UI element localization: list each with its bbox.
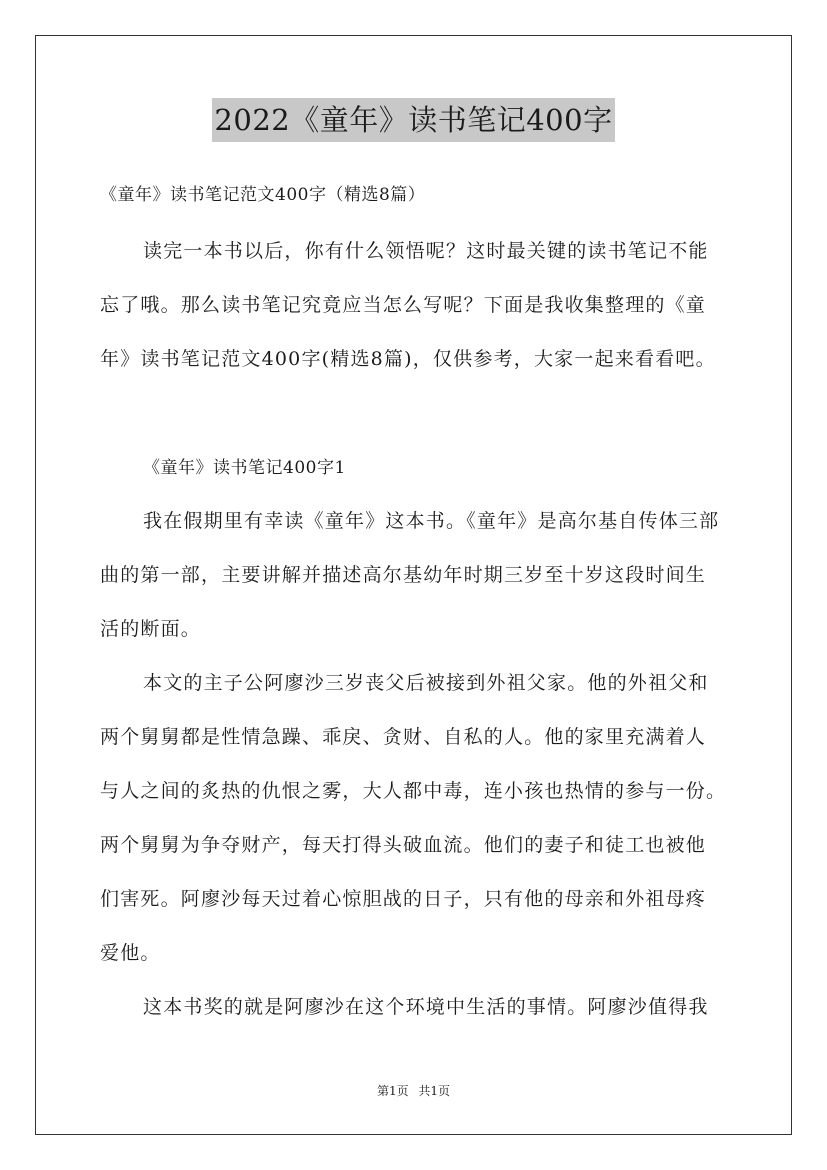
section-heading: 《童年》读书笔记400字1 [143, 458, 346, 478]
body-line-4: 本文的主子公阿廖沙三岁丧父后被接到外祖父家。他的外祖父和 [143, 672, 709, 694]
body-line-6: 与人之间的炙热的仇恨之雾，大人都中毒，连小孩也热情的参与一份。 [100, 780, 727, 802]
body-line-5: 两个舅舅都是性情急躁、乖戾、贪财、自私的人。他的家里充满着人 [100, 726, 707, 748]
body-line-9: 爱他。 [100, 942, 161, 964]
body-line-10: 这本书奖的就是阿廖沙在这个环境中生活的事情。阿廖沙值得我 [143, 996, 709, 1018]
document-title: 2022《童年》读书笔记400字 [212, 98, 614, 142]
page-total: 共1页 [418, 1084, 451, 1098]
document-subtitle: 《童年》读书笔记范文400字（精选8篇） [100, 185, 426, 205]
title-container [0, 98, 827, 142]
body-line-3: 活的断面。 [100, 618, 202, 640]
body-line-8: 们害死。阿廖沙每天过着心惊胆战的日子，只有他的母亲和外祖母疼 [100, 888, 707, 910]
intro-line-1: 读完一本书以后，你有什么领悟呢？这时最关键的读书笔记不能 [143, 240, 709, 262]
page-number: 第1页 [376, 1084, 409, 1098]
body-line-2: 曲的第一部，主要讲解并描述高尔基幼年时期三岁至十岁这段时间生 [100, 564, 707, 586]
body-line-7: 两个舅舅为争夺财产，每天打得头破血流。他们的妻子和徒工也被他 [100, 834, 707, 856]
page-footer [0, 1082, 827, 1099]
intro-line-3: 年》读书笔记范文400字(精选8篇)，仅供参考，大家一起来看看吧。 [100, 348, 716, 370]
intro-line-2: 忘了哦。那么读书笔记究竟应当怎么写呢？下面是我收集整理的《童 [100, 294, 707, 316]
body-line-1: 我在假期里有幸读《童年》这本书。《童年》是高尔基自传体三部 [143, 510, 720, 532]
